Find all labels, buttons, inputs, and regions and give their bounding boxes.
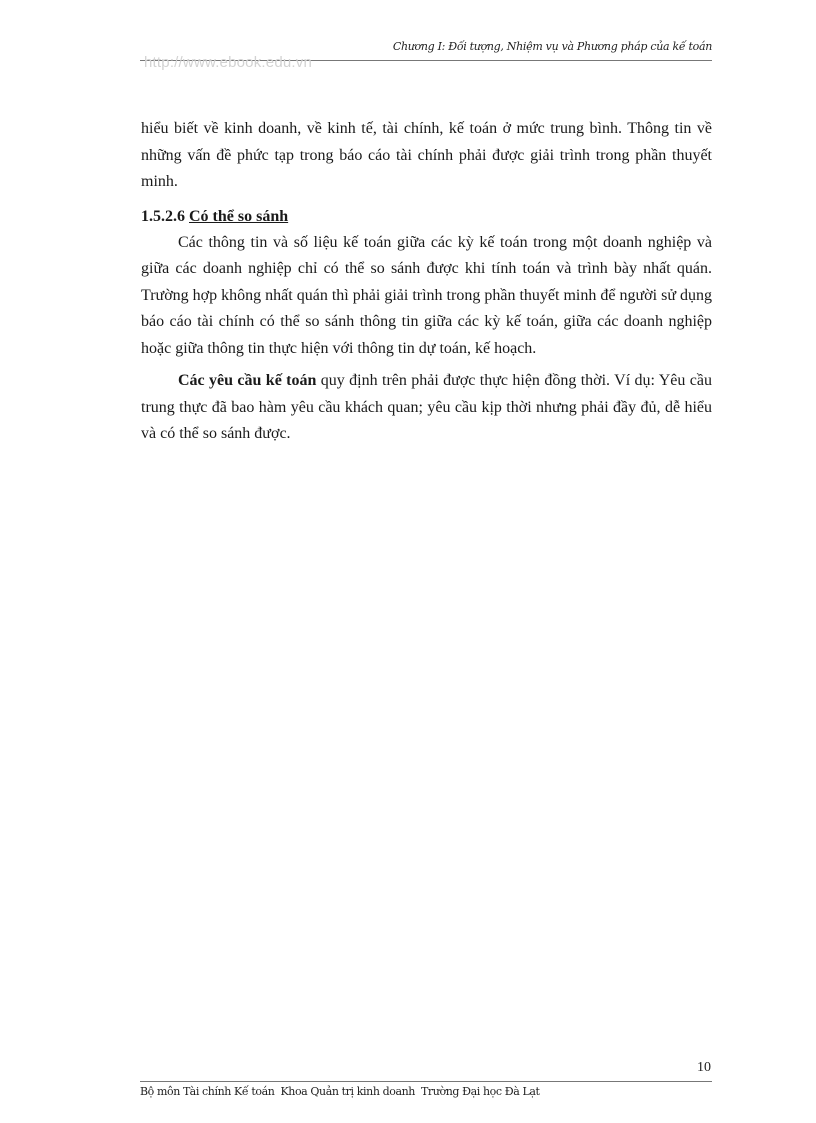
footer-divider [140, 1081, 712, 1082]
footer-faculty: Khoa Quản trị kinh doanh [280, 1085, 415, 1098]
page-number: 10 [697, 1060, 711, 1075]
page-body [141, 116, 712, 448]
paragraph-requirements [141, 368, 712, 448]
requirements-text: quy định trên phải được thực hiện đồng thời. Ví dụ: Yêu cầu trung thực đã bao hàm yêu cầu khách quan; yêu cầu kịp thời nhưng phải đầy đủ, dễ hiểu và có thể so sánh được. [141, 372, 712, 442]
section-number: 1.5.2.6 [141, 207, 185, 225]
watermark-url: http://www.ebook.edu.vn [144, 54, 313, 71]
footer-department: Bộ môn Tài chính Kế toán [140, 1085, 275, 1098]
paragraph-comparable: Các thông tin và số liệu kế toán giữa các kỳ kế toán trong một doanh nghiệp và giữa các doanh nghiệp chỉ có thể so sánh được khi tính toán và trình bày nhất quán. Trường hợp không nhất quán thì phải giải trình trong phần thuyết minh để người sử dụng báo cáo tài chính có thể so sánh thông tin giữa các kỳ kế toán, giữa các doanh nghiệp hoặc giữa thông tin thực hiện với thông tin dự toán, kế hoạch. [141, 233, 712, 357]
section-title: Có thể so sánh [189, 207, 289, 225]
section-heading [141, 204, 712, 230]
footer-university: Trường Đại học Đà Lạt [421, 1085, 540, 1098]
footer-affiliation [140, 1085, 540, 1098]
paragraph-continued: hiểu biết về kinh doanh, về kinh tế, tài chính, kế toán ở mức trung bình. Thông tin về những vấn đề phức tạp trong báo cáo tài chính phải được giải trình trong phần thuyết minh. [141, 120, 712, 190]
chapter-header: Chương I: Đối tượng, Nhiệm vụ và Phương pháp của kế toán [392, 40, 712, 53]
requirements-bold-lead: Các yêu cầu kế toán [178, 372, 317, 389]
